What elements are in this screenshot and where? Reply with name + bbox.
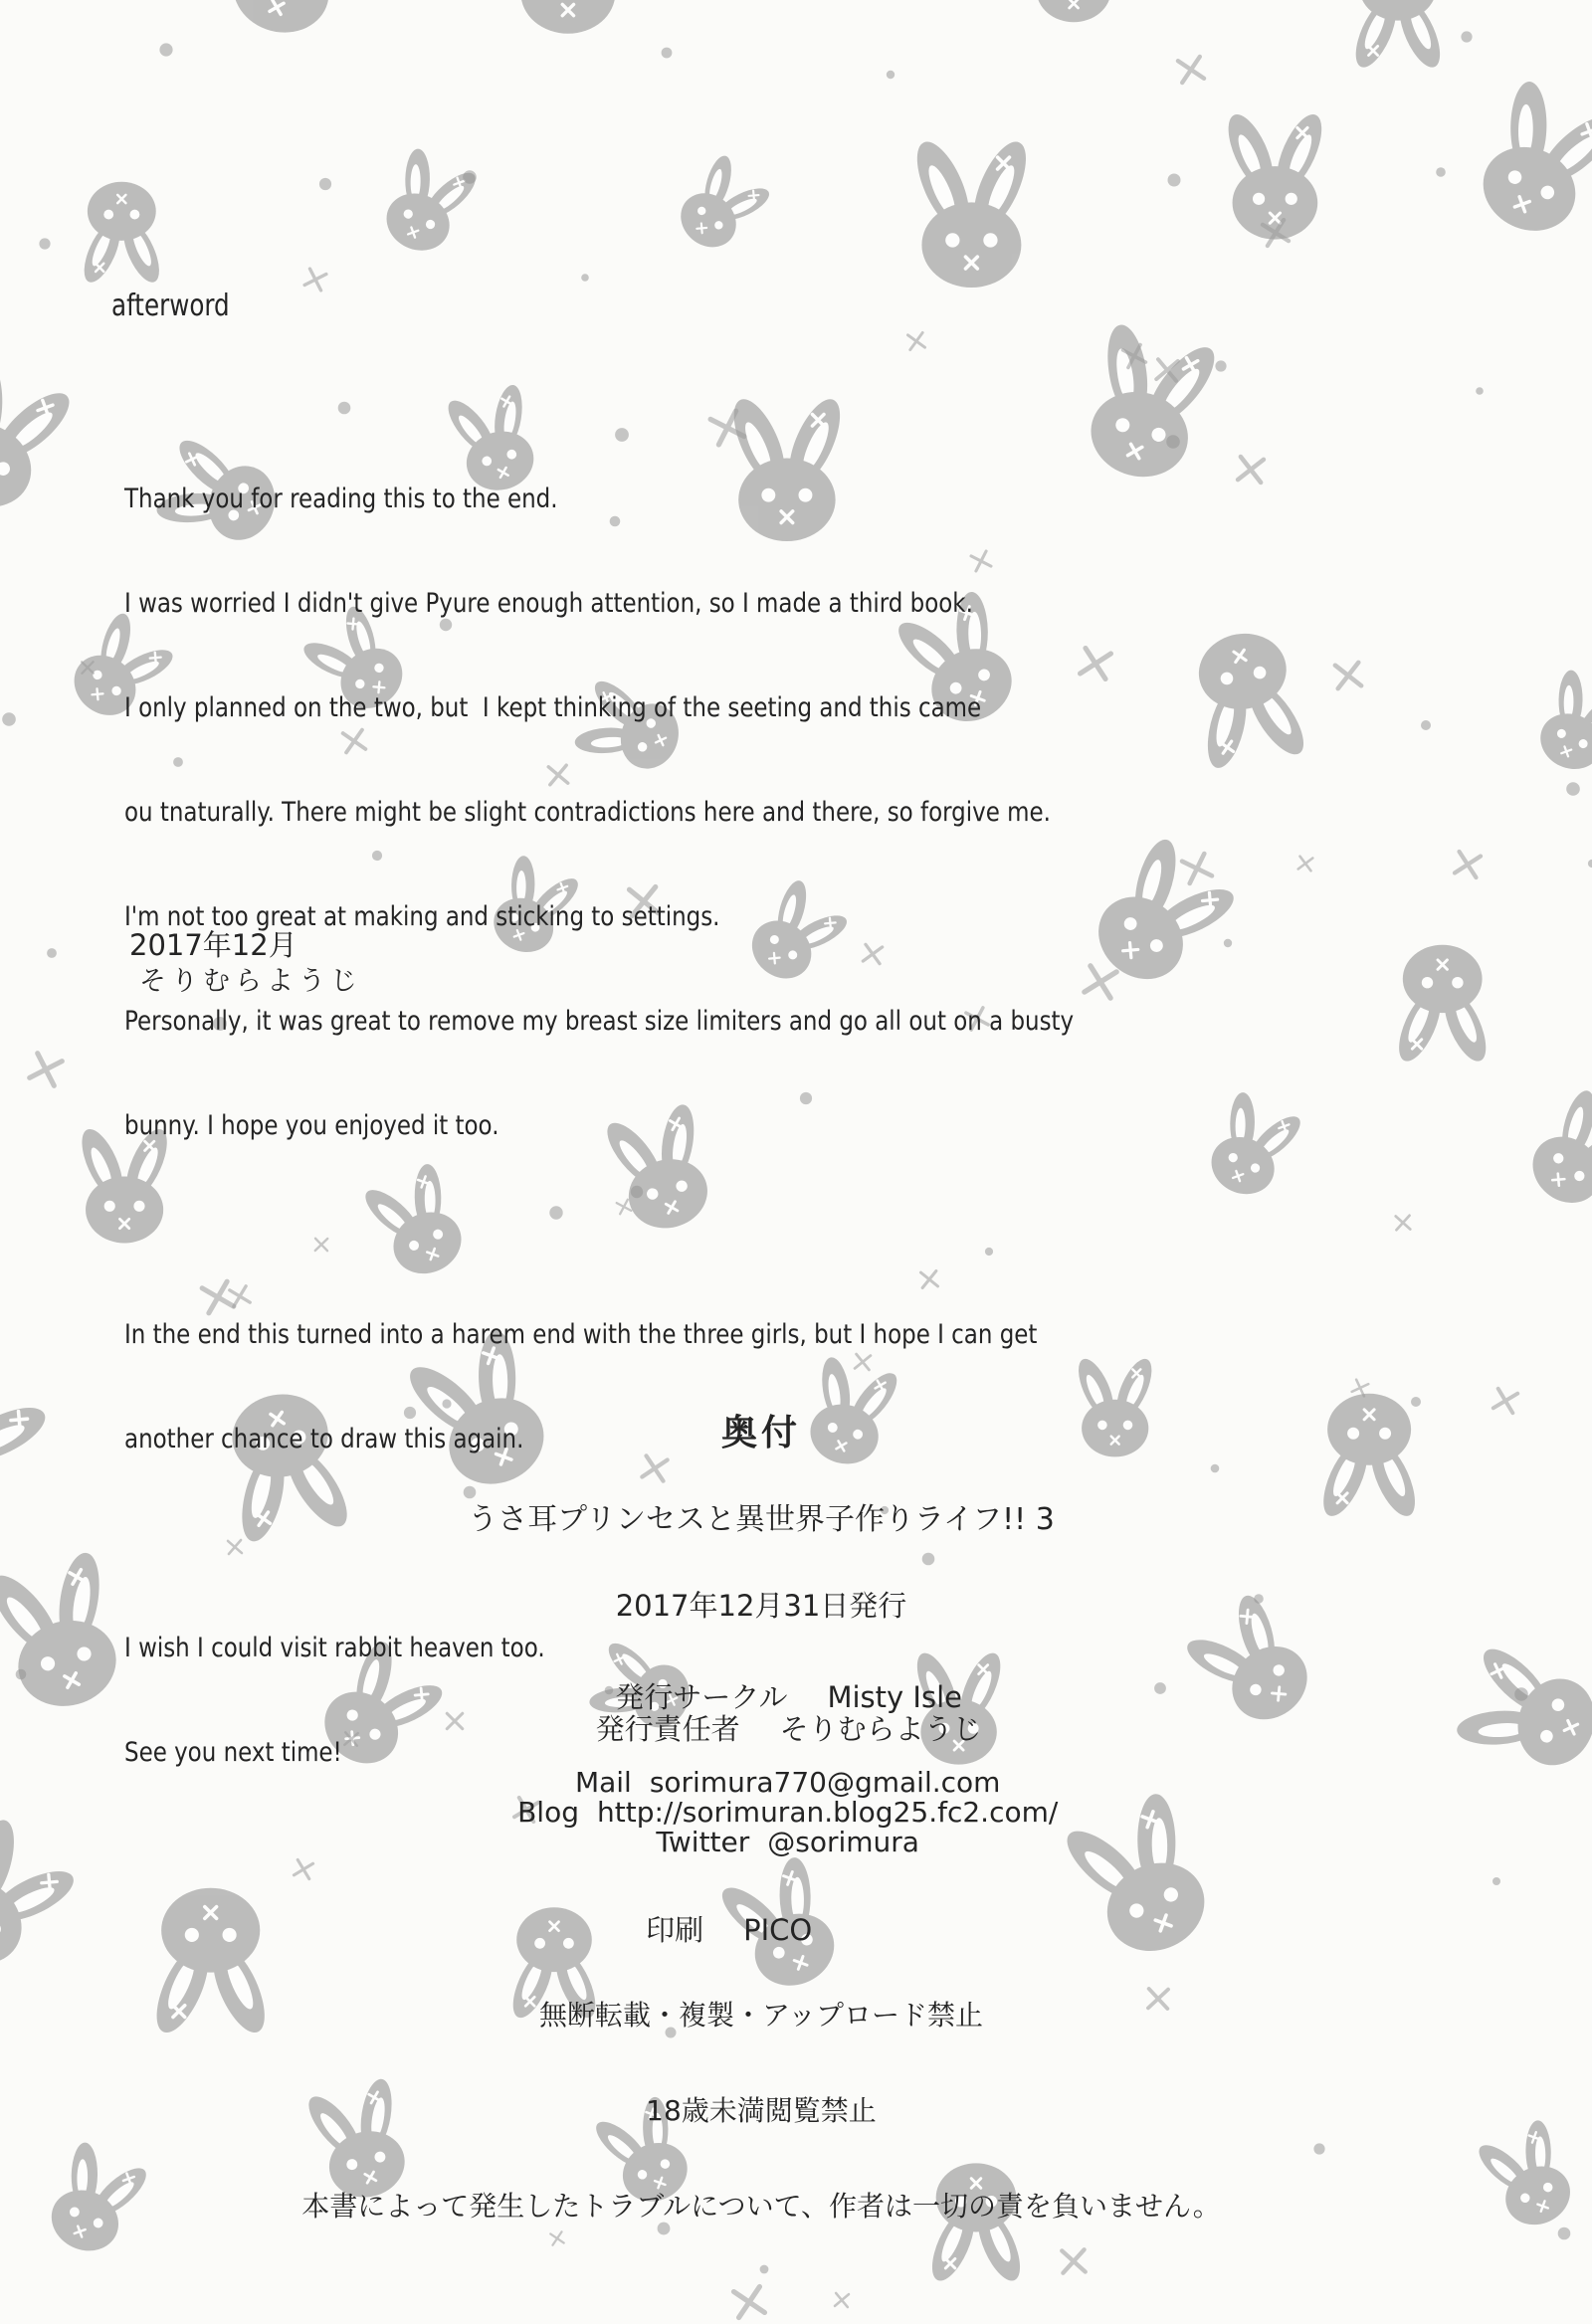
afterword-line: I'm not too great at making and sticking to settings.: [124, 901, 720, 932]
book-title: うさ耳プリンセスと異世界子作りライフ!! 3: [468, 1502, 1055, 1537]
afterword-heading: afterword: [111, 289, 230, 323]
twitter-handle: @sorimura: [767, 1826, 919, 1858]
afterword-line: Thank you for reading this to the end.: [124, 484, 558, 514]
afterword-line: In the end this turned into a harem end with the three girls, but I hope I can get: [124, 1319, 1038, 1350]
publisher-label: 発行責任者: [595, 1712, 740, 1746]
author-signature: そりむらようじ: [139, 966, 362, 997]
notice-line: 無断転載・複製・アップロード禁止: [538, 1999, 984, 2032]
notice-line: 18歳未満閲覧禁止: [646, 2094, 877, 2127]
afterword-line: bunny. I hope you enjoyed it too.: [124, 1110, 499, 1141]
circle-name: Misty Isle: [827, 1680, 962, 1714]
circle-label: 発行サークル: [615, 1680, 788, 1714]
mail-label: Mail: [574, 1766, 632, 1799]
colophon-heading: 奥付: [720, 1413, 801, 1453]
mail-address: sorimura770@gmail.com: [649, 1766, 1001, 1799]
notices: [0, 1936, 1557, 2286]
notice-line: 本書によって発生したトラブルについて、作者は一切の責を負いません。: [301, 2190, 1221, 2223]
afterword-line: I was worried I didn't give Pyure enough attention, so I made a third book.: [124, 588, 973, 619]
blog-url: http://sorimuran.blog25.fc2.com/: [597, 1796, 1059, 1829]
blog-label: Blog: [517, 1796, 579, 1829]
afterword-line: Personally, it was great to remove my breast size limiters and go all out on a busty: [124, 1006, 1075, 1037]
afterword-line: another chance to draw this again.: [124, 1424, 524, 1454]
printer-name: PICO: [743, 1913, 813, 1947]
printer-label: 印刷: [646, 1913, 704, 1947]
publish-date: 2017年12月31日発行: [615, 1589, 907, 1623]
afterword-line: ou tnaturally. There might be slight contradictions here and there, so forgive me.: [124, 797, 1051, 828]
date-text: 2017年12月: [129, 928, 298, 962]
afterword-line: I wish I could visit rabbit heaven too.: [124, 1633, 545, 1663]
publisher-name: そりむらようじ: [779, 1712, 982, 1746]
afterword-line: See you next time!: [124, 1737, 342, 1768]
twitter-label: Twitter: [656, 1826, 750, 1858]
afterword-line: I only planned on the two, but I kept thinking of the seeting and this came: [124, 692, 982, 723]
